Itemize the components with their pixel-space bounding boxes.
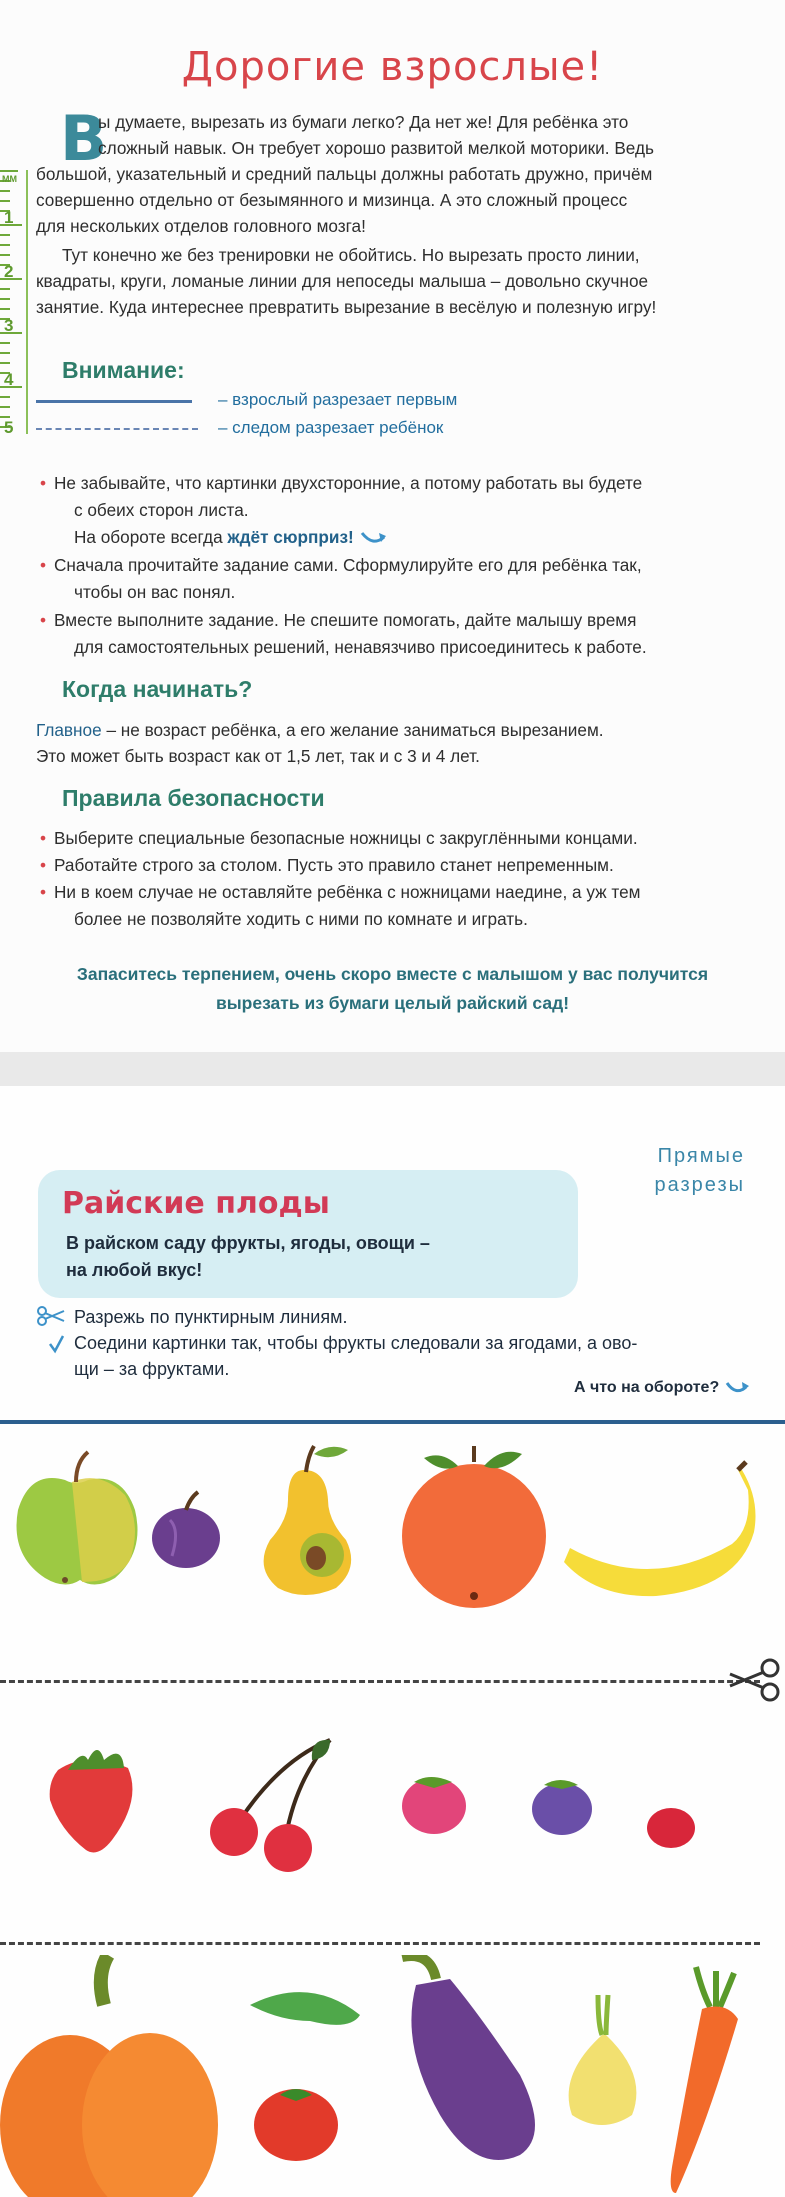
bullet-item: • Не забывайте, что картинки двухсторонние, а потому работать вы будете <box>40 473 643 493</box>
instructions-page <box>0 0 785 1052</box>
closing-line-2: вырезать из бумаги целый райский сад! <box>215 993 570 1013</box>
intro-line-1: ы думаете, вырезать из бумаги легко? Да нет же! Для ребёнка это <box>98 112 629 132</box>
ruler-number-4: 4 <box>4 370 14 389</box>
drop-cap: В <box>60 102 108 175</box>
curved-arrow-icon <box>359 527 389 547</box>
page-title: Дорогие взрослые! <box>181 44 604 90</box>
para2-line-1: Тут конечно же без тренировки не обойтись. Но вырезать просто линии, <box>62 245 640 265</box>
task-subtitle: В райском саду фрукты, ягоды, овощи – на любой вкус! <box>66 1233 430 1280</box>
bullet-item-cont: для самостоятельных решений, ненавязчиво присоединитесь к работе. <box>74 637 647 657</box>
fruits-row <box>0 1440 785 1610</box>
cut-line-2 <box>0 1942 760 1945</box>
surprise-line: На обороте всегда ждёт сюрприз! <box>74 524 389 550</box>
banana-icon <box>564 1462 756 1596</box>
cranberry-icon <box>647 1808 695 1848</box>
para2-line-2: квадраты, круги, ломаные линии для непоседы малыша – довольно скучное <box>36 271 649 291</box>
raspberry-icon <box>402 1777 466 1834</box>
ruler-number-3: 3 <box>4 316 14 335</box>
intro-line-4: совершенно отдельно от безымянного и мизинца. А это сложный процесс <box>36 190 628 210</box>
bullet-item-cont: с обеих сторон листа. <box>74 500 249 520</box>
safety-heading: Правила безопасности <box>62 785 325 811</box>
check-icon <box>48 1334 66 1359</box>
scissors-icon <box>726 1658 782 1707</box>
divider-line <box>0 1420 785 1424</box>
plum-icon <box>152 1492 220 1568</box>
attention-heading: Внимание: <box>62 357 185 383</box>
ruler-number-5: 5 <box>4 418 14 437</box>
cherries-icon <box>210 1740 330 1872</box>
bullet-item: • Сначала прочитайте задание сами. Сформулируйте его для ребёнка так, <box>40 555 642 575</box>
berries-row <box>0 1730 785 1880</box>
ruler <box>0 170 30 440</box>
bullet-item: • Вместе выполните задание. Не спешите помогать, дайте малышу время <box>40 610 637 630</box>
page-gap <box>0 1052 785 1086</box>
intro-line-2: сложный навык. Он требует хорошо развитой мелкой моторики. Ведь <box>98 138 654 158</box>
cut-line-1 <box>0 1680 760 1683</box>
when-line-1: Главное – не возраст ребёнка, а его желание заниматься вырезанием. <box>36 720 604 740</box>
task-title: Райские плоды <box>62 1186 330 1221</box>
when-line-2: Это может быть возраст как от 1,5 лет, так и с 3 и 4 лет. <box>36 746 480 766</box>
closing-line-1: Запаситесь терпением, очень скоро вместе с малышом у вас получится <box>76 964 709 984</box>
strawberry-icon <box>50 1750 133 1852</box>
dashed-line-sample <box>36 428 198 430</box>
section-label-line-2: разрезы <box>654 1174 745 1196</box>
pear-icon <box>264 1446 352 1595</box>
when-heading: Когда начинать? <box>62 676 253 702</box>
tomato-icon <box>254 2089 338 2161</box>
bullet-item: • Ни в коем случае не оставляйте ребёнка с ножницами наедине, а уж тем <box>40 882 641 902</box>
flip-note: А что на обороте? <box>574 1378 752 1398</box>
para2-line-3: занятие. Куда интереснее превратить вырезание в весёлую и полезную игру! <box>36 297 657 317</box>
section-label <box>600 1142 745 1200</box>
bullet-item: • Работайте строго за столом. Пусть это правило станет непременным. <box>40 855 614 875</box>
carrot-icon <box>671 1967 738 2193</box>
legend-solid-text: – взрослый разрезает первым <box>218 390 458 409</box>
intro-line-3: большой, указательный и средний пальцы должны работать дружно, причём <box>36 164 653 184</box>
instruction-match: Соедини картинки так, чтобы фрукты следовали за ягодами, а ово- щи – за фруктами. <box>74 1333 638 1379</box>
bullet-item: • Выберите специальные безопасные ножницы с закруглёнными концами. <box>40 828 638 848</box>
bullet-item-cont: чтобы он вас понял. <box>74 582 236 602</box>
cucumber-icon <box>250 1992 360 2025</box>
eggplant-icon <box>402 1956 535 2160</box>
ruler-number-1: 1 <box>4 208 14 227</box>
onion-icon <box>569 1995 637 2125</box>
scissors-icon <box>36 1306 68 1331</box>
legend-dashed-text: – следом разрезает ребёнок <box>218 418 444 437</box>
intro-line-5: для нескольких отделов головного мозга! <box>36 216 366 236</box>
curved-arrow-icon <box>724 1379 752 1396</box>
vegetables-row <box>0 1955 785 2197</box>
pumpkin-icon <box>0 1955 218 2197</box>
bullet-item-cont: более не позволяйте ходить с ними по комнате и играть. <box>74 909 528 929</box>
ruler-unit: ММ <box>2 174 17 184</box>
instruction-cut: Разрежь по пунктирным линиям. <box>74 1307 348 1327</box>
apple-icon <box>17 1452 138 1585</box>
orange-icon <box>402 1446 546 1608</box>
solid-line-sample <box>36 400 192 403</box>
ruler-number-2: 2 <box>4 262 14 281</box>
surprise-emphasis: ждёт сюрприз! <box>227 527 354 547</box>
blackberry-icon <box>532 1780 592 1835</box>
section-label-line-1: Прямые <box>657 1145 745 1167</box>
